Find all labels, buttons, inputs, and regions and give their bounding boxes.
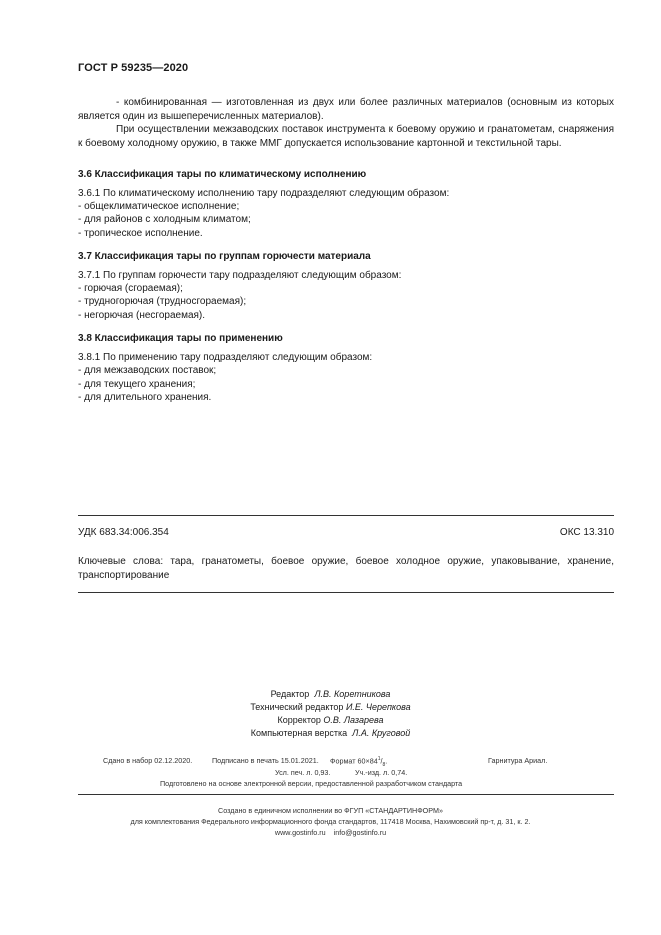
divider-top [78, 515, 614, 516]
imprint-font: Гарнитура Ариал. [488, 756, 548, 765]
imprint-pub-sheets: Уч.-изд. л. 0,74. [355, 768, 408, 777]
document-header: ГОСТ Р 59235—2020 [78, 62, 189, 74]
keywords: Ключевые слова: тара, гранатометы, боевое оружие, боевое холодное оружие, упаковывание, хранение, транспортирование [78, 556, 614, 581]
list-item: - тропическое исполнение. [78, 228, 203, 239]
list-item: - общеклиматическое исполнение; [78, 201, 240, 212]
footer-site-link[interactable]: www.gostinfo.ru [274, 828, 326, 837]
section-3-7-lead: 3.7.1 По группам горючести тару подразделяют следующим образом: [78, 270, 402, 281]
list-item: - для межзаводских поставок; [78, 365, 217, 376]
divider-bottom [78, 592, 614, 593]
section-3-6-lead: 3.6.1 По климатическому исполнению тару подразделяют следующим образом: [78, 188, 450, 199]
footer-line-2: для комплектования Федерального информационного фонда стандартов, 117418 Москва, Нахимовский пр-т, д. 31, к. 2. [130, 817, 531, 826]
section-3-8-lead: 3.8.1 По применению тару подразделяют следующим образом: [78, 352, 373, 363]
footer-email-link[interactable]: info@gostinfo.ru [333, 828, 387, 837]
section-3-6-title: 3.6 Классификация тары по климатическому исполнению [78, 169, 367, 180]
imprint-prepared: Подготовлено на основе электронной версии, предоставленной разработчиком стандарта [160, 779, 463, 788]
list-item: - трудногорючая (трудносгораемая); [78, 296, 247, 307]
footer-line-1: Создано в единичном исполнении во ФГУП «СТАНДАРТИНФОРМ» [218, 806, 443, 815]
credit-tech-editor: Технический редактор И.Е. Черепкова [250, 702, 411, 712]
list-item: - негорючая (несгораемая). [78, 310, 206, 321]
list-item: - для текущего хранения; [78, 379, 196, 390]
section-3-7-title: 3.7 Классификация тары по группам горючести материала [78, 251, 371, 262]
footer-contacts [0, 828, 661, 837]
imprint-format: Формат $60\times 84^1/_8$. [330, 756, 388, 768]
udk-code: УДК 683.34:006.354 [78, 527, 169, 538]
credit-corrector: Корректор О.В. Лазарева [277, 715, 384, 725]
list-item: - для районов с холодным климатом; [78, 214, 251, 225]
imprint-sheets: Усл. печ. л. 0,93. [275, 768, 331, 777]
list-item: - горючая (сгораемая); [78, 283, 183, 294]
divider-footer [78, 794, 614, 795]
section-3-8-title: 3.8 Классификация тары по применению [78, 333, 283, 344]
credit-layout: Компьютерная верстка Л.А. Круговой [250, 728, 411, 738]
list-item: - для длительного хранения. [78, 392, 212, 403]
oks-code: ОКС 13.310 [559, 527, 614, 538]
imprint-signed: Подписано в печать 15.01.2021. [212, 756, 319, 765]
imprint-sent: Сдано в набор 02.12.2020. [103, 756, 193, 765]
intro-paragraph-2: При осуществлении межзаводских поставок инструмента к боевому оружию и гранатометам, снаряжения к боевому холодному оружию, в также ММГ допускается использование картонной и текстильной тары. [78, 124, 614, 149]
credit-editor: Редактор Л.В. Коретникова [270, 689, 391, 699]
intro-paragraph-1: - комбинированная — изготовленная из двух или более различных материалов (основным из которых является один из вышеперечисленных материалов). [78, 97, 614, 122]
